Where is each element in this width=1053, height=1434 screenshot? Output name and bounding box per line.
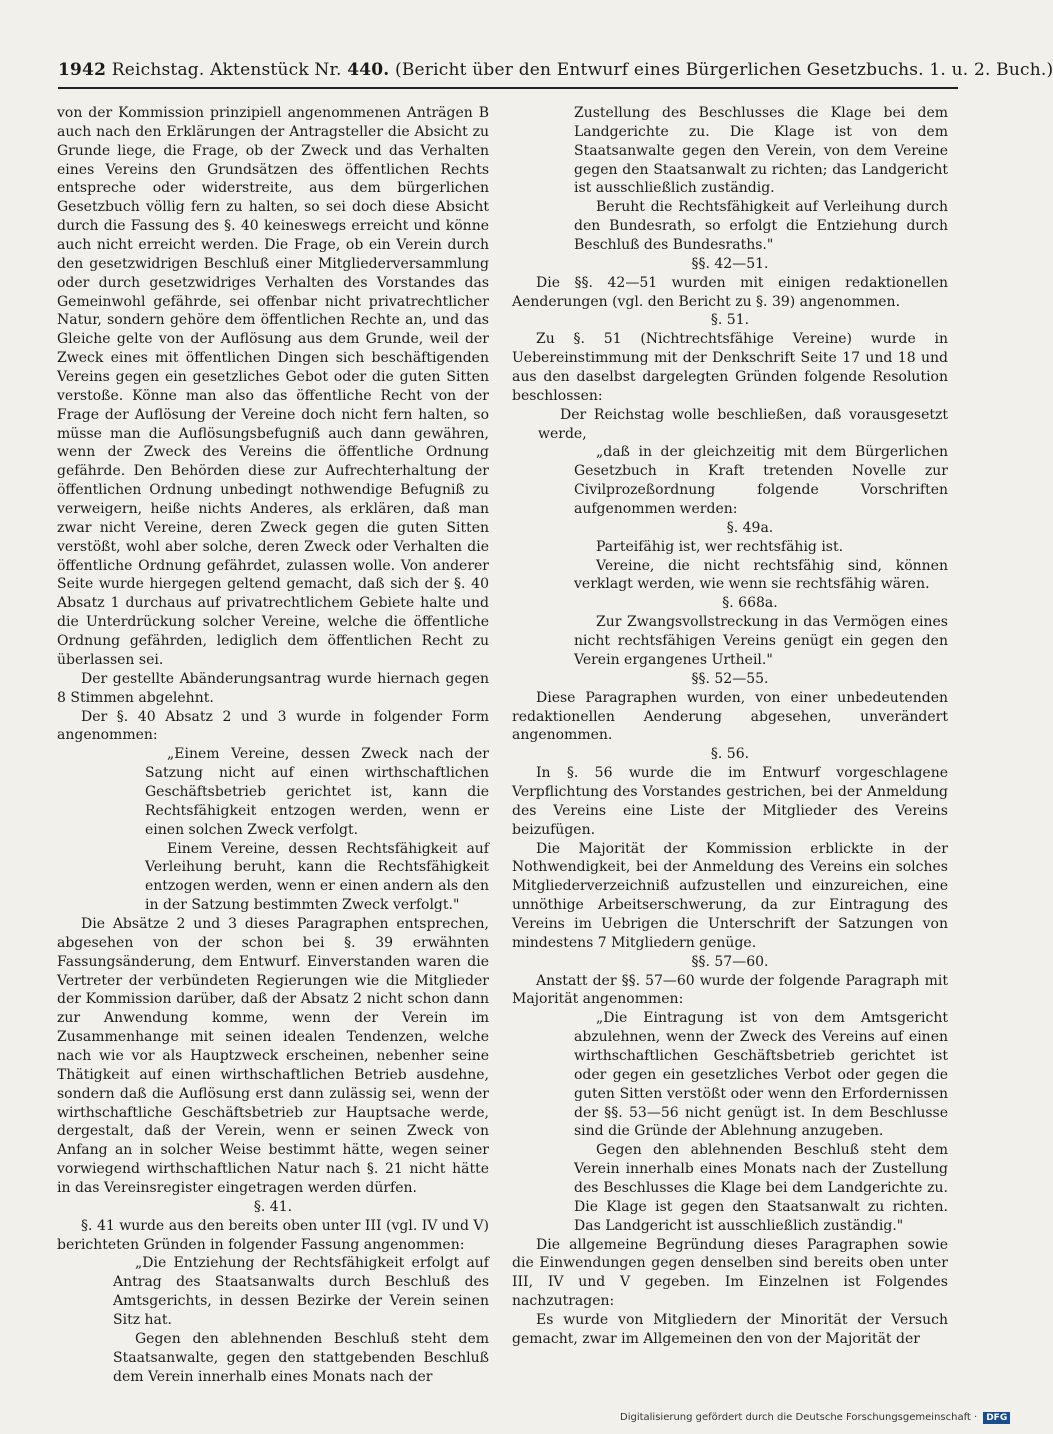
page-header [58, 58, 1053, 82]
quoted-paragraph: Vereine, die nicht rechtsfähig sind, können verklagt werden, wie wenn sie rechtsfähig wären. [574, 557, 948, 593]
section-heading: §. 56. [710, 746, 750, 763]
paragraph: Der §. 40 Absatz 2 und 3 wurde in folgender Form angenommen: [57, 708, 489, 744]
paragraph: Der gestellte Abänderungsantrag wurde hiernach gegen 8 Stimmen abgelehnt. [57, 670, 489, 706]
section-heading: §. 41. [253, 1198, 293, 1215]
paragraph: Die allgemeine Begründung dieses Paragraphen sowie die Einwendungen gegen denselben sind bereits oben unter III, IV und V gegeben. Im Einzelnen ist Folgendes nachzutragen: [512, 1236, 948, 1310]
paragraph: Der Reichstag wolle beschließen, daß vorausgesetzt werde, [538, 406, 948, 442]
paragraph: §. 41 wurde aus den bereits oben unter III (vgl. IV und V) berichteten Gründen in folgender Fassung angenommen: [57, 1217, 489, 1253]
quoted-paragraph: Beruht die Rechtsfähigkeit auf Verleihung durch den Bundesrath, so erfolgt die Entziehung durch Beschluß des Bundesraths." [574, 199, 948, 254]
digitization-credit [620, 1412, 1010, 1424]
section-heading: §§. 57—60. [691, 953, 769, 970]
paragraph: Zu §. 51 (Nichtrechtsfähige Vereine) wurde in Uebereinstimmung mit der Denkschrift Seite 17 und 18 und aus den daselbst dargelegten Gründen folgende Resolution beschlossen: [512, 331, 948, 404]
quoted-paragraph: „Einem Vereine, dessen Zweck nach der Satzung nicht auf einen wirthschaftlichen Geschäftsbetrieb gerichtet ist, kann die Rechtsfähigkeit entzogen werden, wenn er einen solchen Zweck verfolgt. [145, 746, 489, 838]
section-heading: §. 49a. [726, 519, 774, 536]
credit-text: Digitalisierung gefördert durch die Deutsche Forschungsgemeinschaft · [620, 1412, 978, 1423]
quoted-paragraph: „daß in der gleichzeitig mit dem Bürgerlichen Gesetzbuch in Kraft tretenden Novelle zur Civilprozeßordnung folgende Vorschriften aufgenommen werden: [574, 444, 948, 518]
page-number: 1942 [58, 60, 107, 80]
paragraph: Die §§. 42—51 wurden mit einigen redaktionellen Aenderungen (vgl. den Bericht zu §. 39) angenommen. [512, 274, 948, 310]
paragraph: Die Absätze 2 und 3 dieses Paragraphen entsprechen, abgesehen von der schon bei §. 39 erwähnten Fassungsänderung, dem Entwurf. Einverstanden waren die Vertreter der verbündeten Regierungen wie die Mitglieder der Kommission darüber, daß der Absatz 2 nicht schon dann zur Anwendung komme, wenn der Verein im Zusammenhange mit seinen idealen Tendenzen, welche nach wie vor als Hauptzweck erscheinen, nebenher seine Thätigkeit auf einen wirthschaftlichen Betrieb ausdehne, sondern daß die Auflösung erst dann zulässig sei, wenn der wirthschaftliche Geschäftsbetrieb zur Hauptsache werde, dergestalt, daß der Verein, wenn er seinen Zweck von Anfang an in solcher Weise bestimmt hätte, wegen seiner vorwiegend wirthschaftlichen Natur nach §. 21 nicht hätte in das Vereinsregister eingetragen werden dürfen. [57, 915, 489, 1196]
quoted-paragraph: Gegen den ablehnenden Beschluß steht dem Staatsanwalte, gegen den stattgebenden Beschluß dem Verein innerhalb eines Monats nach der [113, 1330, 489, 1385]
section-heading: §. 51. [710, 312, 750, 329]
quoted-paragraph: „Die Eintragung ist von dem Amtsgericht abzulehnen, wenn der Zweck des Vereins auf einen wirthschaftlichen Geschäftsbetrieb gerichtet ist oder gegen ein gesetzliches Verbot oder gegen die guten Sitten verstößt oder wenn den Erfordernissen der §§. 53—56 nicht genügt ist. In dem Beschlusse sind die Gründe der Ablehnung anzugeben. [574, 1010, 948, 1140]
right-column [512, 104, 948, 1349]
quoted-paragraph: Zur Zwangsvollstreckung in das Vermögen eines nicht rechtsfähigen Vereins genügt ein gegen den Verein ergangenes Urtheil." [574, 614, 948, 668]
quoted-paragraph: Gegen den ablehnenden Beschluß steht dem Verein innerhalb eines Monats nach der Zustellung des Beschlusses die Klage bei dem Landgerichte zu. Die Klage ist gegen den Staatsanwalt zu richten. Das Landgericht ist ausschließlich zuständig." [574, 1142, 948, 1234]
quoted-paragraph: Zustellung des Beschlusses die Klage bei dem Landgerichte zu. Die Klage ist von dem Staatsanwalte gegen den Verein, von dem Vereine gegen den Staatsanwalt zu richten; das Landgericht ist ausschließlich zuständig. [574, 105, 948, 197]
paragraph: In §. 56 wurde die im Entwurf vorgeschlagene Verpflichtung des Vorstandes gestrichen, bei der Anmeldung des Vereins eine Liste der Mitglieder des Vereins beizufügen. [512, 765, 948, 838]
left-column [57, 104, 489, 1386]
quoted-paragraph: Parteifähig ist, wer rechtsfähig ist. [596, 538, 844, 555]
paragraph: Anstatt der §§. 57—60 wurde der folgende Paragraph mit Majorität angenommen: [512, 972, 948, 1008]
section-heading: §. 668a. [722, 595, 778, 612]
quoted-paragraph: „Die Entziehung der Rechtsfähigkeit erfolgt auf Antrag des Staatsanwalts durch Beschluß des Amtsgerichts, in dessen Bezirke der Verein seinen Sitz hat. [113, 1255, 489, 1328]
section-heading: §§. 42—51. [691, 255, 769, 272]
header-title-post: (Bericht über den Entwurf eines Bürgerlichen Gesetzbuchs. 1. u. 2. Buch.) [395, 60, 1053, 80]
paragraph: Die Majorität der Kommission erblickte in der Nothwendigkeit, bei der Anmeldung des Vereins ein solches Mitgliederverzeichniß aufzustellen und einzureichen, eine unnöthige Arbeitserschwerung, da zur Eintragung des Vereins im Uebrigen die Unterschrift der Satzungen von mindestens 7 Mitgliedern genüge. [512, 840, 948, 951]
header-title-pre: Reichstag. Aktenstück Nr. [111, 60, 342, 80]
header-rule [58, 87, 958, 89]
paragraph: Diese Paragraphen wurden, von einer unbedeutenden redaktionellen Aenderung abgesehen, unverändert angenommen. [512, 689, 948, 744]
document-number: 440. [347, 60, 390, 80]
paragraph: von der Kommission prinzipiell angenommenen Anträgen B auch nach den Erklärungen der Antragsteller die Absicht zu Grunde liege, die Frage, ob der Zweck und das Verhalten eines Vereins den Grundsätzen des öffentlichen Rechts entspreche oder widerstreite, aus dem bürgerlichen Gesetzbuch völlig fern zu halten, so sei doch diese Absicht durch die Fassung des §. 40 keineswegs erreicht und könne auch nicht erreicht werden. Die Frage, ob ein Verein durch den gesetzwidrigen Beschluß einer Mitgliederversammlung oder durch gesetzwidriges Verhalten des Vorstandes das Gemeinwohl gefährde, sei offenbar nicht privatrechtlicher Natur, sondern gehöre dem öffentlichen Rechte an, und das Gleiche gelte von der Auflösung aus dem Grunde, weil der Zweck eines mit öffentlichen Dingen sich beschäftigenden Vereins gegen ein gesetzliches Gebot oder die guten Sitten verstoße. Könne man also das öffentliche Recht von der Frage der Auflösung der Vereine doch nicht fern halten, so müsse man die Auflösungsbefugniß auch dann gewähren, wenn der Zweck des Vereins die öffentliche Ordnung gefährde. Den Behörden diese zur Aufrechterhaltung der öffentlichen Ordnung unbedingt nothwendige Befugniß zu verweigern, heiße nichts Anderes, als erklären, daß man zwar nicht Vereine, deren Zweck gegen die guten Sitten verstößt, wohl aber solche, deren Zweck oder Verhalten die öffentliche Ordnung gefährdet, zulassen wolle. Von anderer Seite wurde hiergegen geltend gemacht, daß sich der §. 40 Absatz 1 durchaus auf privatrechtlichem Gebiete halte und die Unterdrückung solcher Vereine, welche die öffentliche Ordnung gefährden, lediglich dem öffentlichen Recht zu überlassen sei. [57, 105, 489, 668]
paragraph: Es wurde von Mitgliedern der Minorität der Versuch gemacht, zwar im Allgemeinen den von der Majorität der [512, 1312, 948, 1347]
quoted-paragraph: Einem Vereine, dessen Rechtsfähigkeit auf Verleihung beruht, kann die Rechtsfähigkeit entzogen werden, wenn er einen andern als den in der Satzung bestimmten Zweck verfolgt." [145, 840, 489, 914]
dfg-logo: DFG [983, 1412, 1010, 1424]
section-heading: §§. 52—55. [691, 670, 769, 687]
